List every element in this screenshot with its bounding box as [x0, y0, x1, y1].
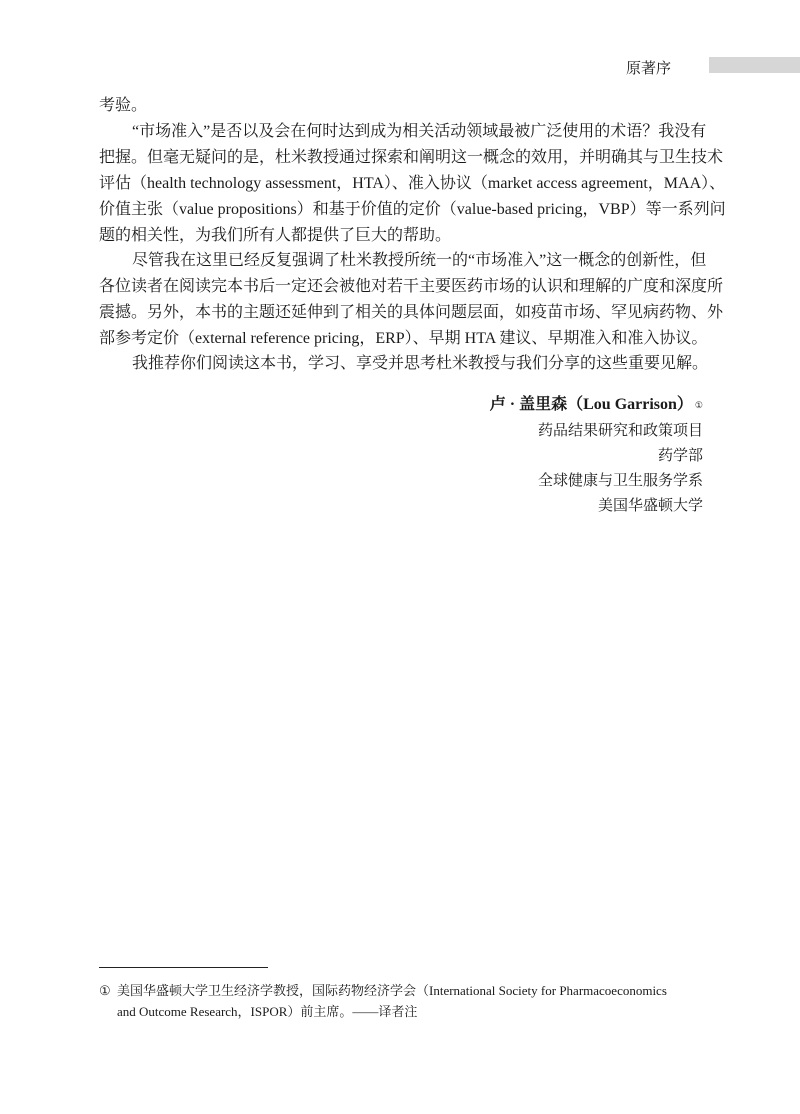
affiliation: 药学部: [657, 448, 703, 464]
affiliation: 美国华盛顿大学: [597, 498, 703, 514]
section-title: 原著序: [626, 60, 672, 77]
header-bar: [709, 57, 800, 73]
affiliation: 药品结果研究和政策项目: [537, 423, 703, 439]
text-line: 评估（health technology assessment，HTA）、准入协议（market access agreement，MAA）、: [99, 175, 726, 192]
signature-name-line: [490, 395, 703, 415]
text-line: 我推荐你们阅读这本书，学习、享受并思考杜米教授与我们分享的这些重要见解。: [132, 355, 709, 372]
text-line: 震撼。另外，本书的主题还延伸到了相关的具体问题层面，如疫苗市场、罕见病药物、外: [99, 304, 724, 321]
text-line: 部参考定价（external reference pricing，ERP）、早期 HTA 建议、早期准入和准入协议。: [99, 330, 708, 347]
text-line: 考验。: [99, 97, 148, 114]
text-line: 题的相关性，为我们所有人都提供了巨大的帮助。: [99, 227, 452, 244]
footnote-divider: [99, 967, 268, 968]
affiliation: 全球健康与卫生服务学系: [537, 473, 703, 489]
footnote-line: and Outcome Research，ISPOR）前主席。——译者注: [117, 1004, 418, 1019]
footnote-reference[interactable]: ①: [694, 400, 703, 410]
footnote-line: [99, 982, 703, 1000]
signature-name: 卢 · 盖里森（Lou Garrison）: [489, 396, 693, 413]
footnote-mark: ①: [99, 983, 111, 998]
text-line: 各位读者在阅读完本书后一定还会被他对若干主要医药市场的认识和理解的广度和深度所: [99, 278, 724, 295]
footnote-text: 美国华盛顿大学卫生经济学教授，国际药物经济学会（International Society for Pharmacoeconomics: [117, 983, 667, 998]
text-line: 价值主张（value propositions）和基于价值的定价（value-based pricing，VBP）等一系列问: [99, 201, 726, 218]
text-line: 尽管我在这里已经反复强调了杜米教授所统一的“市场准入”这一概念的创新性，但: [132, 252, 707, 269]
text-line: “市场准入”是否以及会在何时达到成为相关活动领域最被广泛使用的术语？我没有: [132, 123, 707, 140]
text-line: 把握。但毫无疑问的是，杜米教授通过探索和阐明这一概念的效用，并明确其与卫生技术: [99, 149, 724, 166]
